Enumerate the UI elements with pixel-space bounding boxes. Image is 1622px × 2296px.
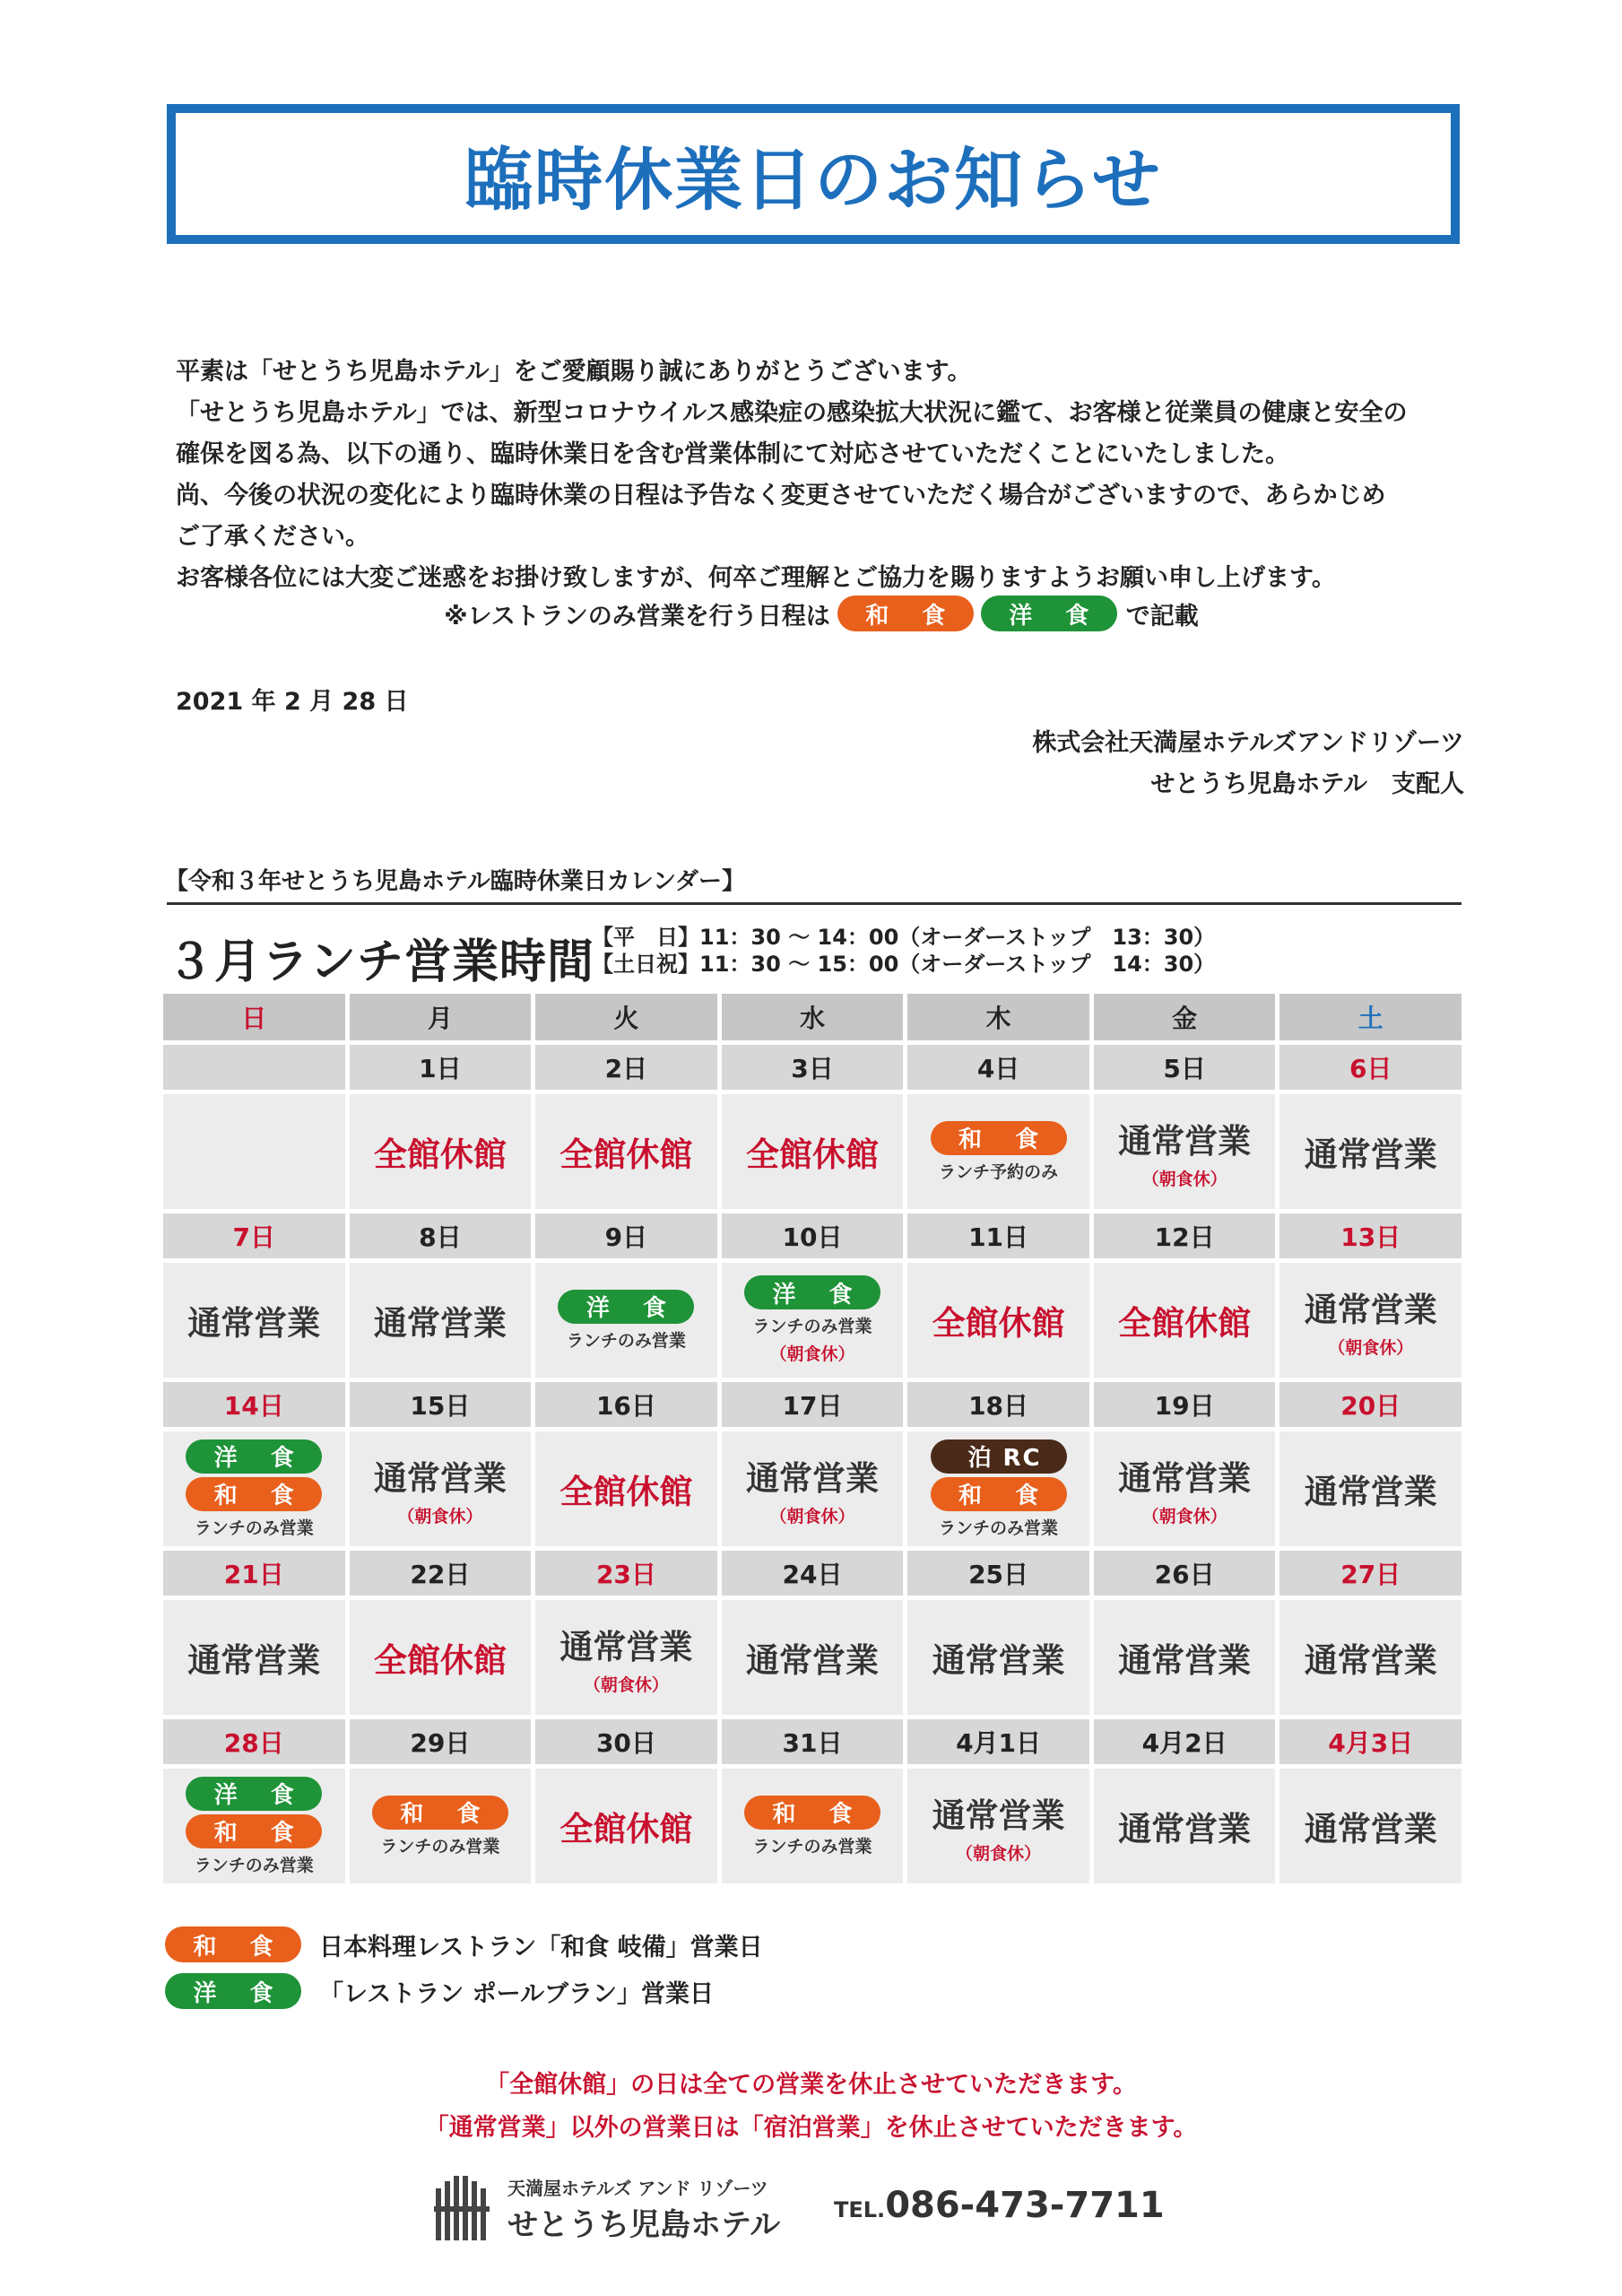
- day-cell: [350, 1431, 532, 1546]
- date-number-row: [163, 1719, 1462, 1764]
- day-cell: [1279, 1263, 1462, 1378]
- date-number: 1日: [350, 1045, 532, 1090]
- day-cell: [535, 1769, 717, 1883]
- intro-line: 「せとうち児島ホテル」では、新型コロナウイルス感染症の感染拡大状況に鑑て、お客様と従業員の健康と安全の: [176, 399, 1408, 427]
- tel-number: 086-473-7711: [885, 2185, 1165, 2226]
- date-number: 12日: [1094, 1213, 1276, 1258]
- footnote: 「通常営業」以外の営業日は「宿泊営業」を休止させていただきます。: [424, 2114, 1198, 2142]
- weekday-mon: 月: [350, 994, 532, 1040]
- tel-label: TEL.: [834, 2197, 886, 2222]
- intro-line: お客様各位には大変ご迷惑をお掛け致しますが、何卒ご理解とご協力を賜りますようお願い申し上げます。: [176, 564, 1336, 592]
- date-number: 10日: [722, 1213, 904, 1258]
- date-number: 9日: [535, 1213, 717, 1258]
- date-number-row: [163, 1213, 1462, 1258]
- date-number: 20日: [1279, 1382, 1462, 1427]
- weekday-header-row: [163, 994, 1462, 1040]
- washoku-badge: 和 食: [372, 1796, 508, 1830]
- cell-note: ランチ予約のみ: [939, 1161, 1059, 1182]
- normal-operation-label: 通常営業: [1118, 1810, 1252, 1848]
- day-cell: [722, 1769, 904, 1883]
- day-cell: [163, 1263, 345, 1378]
- day-cell: [722, 1263, 904, 1378]
- closed-label: 全館休館: [745, 1135, 879, 1174]
- washoku-badge: 和 食: [931, 1477, 1067, 1511]
- normal-operation-label: 通常営業: [1304, 1641, 1437, 1680]
- closed-label: 全館休館: [373, 1641, 507, 1680]
- date-number: 19日: [1094, 1382, 1276, 1427]
- day-cell: [535, 1094, 717, 1209]
- date-number: 25日: [907, 1551, 1089, 1596]
- date-number: 2日: [535, 1045, 717, 1090]
- schedule-row: [163, 1263, 1462, 1378]
- day-cell: [907, 1600, 1089, 1715]
- normal-operation-label: 通常営業: [1304, 1290, 1437, 1329]
- date-number: 14日: [163, 1382, 345, 1427]
- washoku-badge: 和 食: [165, 1926, 301, 1962]
- yoshoku-badge: 洋 食: [981, 596, 1117, 631]
- weekday-thu: 木: [907, 994, 1089, 1040]
- cell-note: ランチのみ営業: [752, 1836, 872, 1857]
- schedule-row: [163, 1094, 1462, 1209]
- day-cell: [350, 1769, 532, 1883]
- day-cell: [1279, 1769, 1462, 1883]
- cell-note: ランチのみ営業: [194, 1518, 314, 1538]
- date-number: 21日: [163, 1551, 345, 1596]
- schedule-row: [163, 1600, 1462, 1715]
- date-number: 23日: [535, 1551, 717, 1596]
- closed-label: 全館休館: [559, 1135, 693, 1174]
- day-cell: [1279, 1094, 1462, 1209]
- closed-label: 全館休館: [559, 1810, 693, 1848]
- normal-operation-label: 通常営業: [1118, 1121, 1252, 1161]
- day-cell: [907, 1263, 1089, 1378]
- washoku-badge: 和 食: [837, 596, 974, 631]
- date-number: 15日: [350, 1382, 532, 1427]
- intro-line: 尚、今後の状況の変化により臨時休業の日程は予告なく変更させていただく場合がございますので、あらかじめ: [176, 482, 1386, 509]
- signature-manager: せとうち児島ホテル 支配人: [1150, 770, 1464, 798]
- restaurant-note: [176, 596, 1467, 631]
- day-cell: [535, 1431, 717, 1546]
- cell-note: ランチのみ営業: [752, 1317, 872, 1336]
- breakfast-closed-note: （朝食休）: [1328, 1337, 1414, 1358]
- date-number: 29日: [350, 1719, 532, 1764]
- normal-operation-label: 通常営業: [745, 1641, 879, 1680]
- weekday-sun: 日: [163, 994, 345, 1040]
- calendar-heading: 【令和３年せとうち児島ホテル臨時休業日カレンダー】: [165, 868, 746, 895]
- day-cell: [535, 1600, 717, 1715]
- day-cell: [535, 1263, 717, 1378]
- brand-text: [507, 2174, 780, 2244]
- normal-operation-label: 通常営業: [373, 1458, 507, 1498]
- day-cell: [1094, 1600, 1276, 1715]
- normal-operation-label: 通常営業: [1304, 1810, 1437, 1848]
- normal-operation-label: 通常営業: [1118, 1458, 1252, 1498]
- day-cell: [1094, 1094, 1276, 1209]
- date-number: 27日: [1279, 1551, 1462, 1596]
- date-number: 24日: [722, 1551, 904, 1596]
- date-number: 31日: [722, 1719, 904, 1764]
- date-number-row: [163, 1045, 1462, 1090]
- yoshoku-badge: 洋 食: [744, 1275, 880, 1309]
- weekday-fri: 金: [1094, 994, 1276, 1040]
- breakfast-closed-note: （朝食休）: [1141, 1169, 1227, 1189]
- date-number: 17日: [722, 1382, 904, 1427]
- breakfast-closed-note: （朝食休）: [956, 1843, 1042, 1864]
- note-suffix: で記載: [1125, 602, 1199, 631]
- day-cell: [1094, 1431, 1276, 1546]
- day-cell: [722, 1431, 904, 1546]
- day-cell: [163, 1769, 345, 1883]
- title-box: [167, 104, 1460, 244]
- normal-operation-label: 通常営業: [1118, 1641, 1252, 1680]
- day-cell: [722, 1094, 904, 1209]
- page-title: 臨時休業日のお知らせ: [464, 139, 1162, 220]
- washoku-badge: 和 食: [186, 1814, 322, 1848]
- breakfast-closed-note: （朝食休）: [769, 1506, 855, 1526]
- breakfast-closed-note: （朝食休）: [769, 1344, 855, 1364]
- stay-rc-badge: 泊 RC: [931, 1439, 1067, 1474]
- normal-operation-label: 通常営業: [932, 1796, 1065, 1835]
- date-number: 18日: [907, 1382, 1089, 1427]
- cell-note: ランチのみ営業: [194, 1855, 314, 1875]
- date-number: 7日: [163, 1213, 345, 1258]
- washoku-badge: 和 食: [744, 1796, 880, 1830]
- hotel-logo-icon: [434, 2176, 491, 2242]
- breakfast-closed-note: （朝食休）: [397, 1506, 483, 1526]
- divider: [167, 902, 1462, 905]
- intro-text: [176, 352, 1467, 599]
- hotel-name: せとうち児島ホテル: [507, 2207, 781, 2243]
- day-cell: [907, 1431, 1089, 1546]
- day-cell: [722, 1600, 904, 1715]
- signature-company: 株式会社天満屋ホテルズアンドリゾーツ: [1032, 729, 1464, 757]
- legend-text: 「レストラン ポールブラン」営業日: [319, 1979, 715, 2008]
- date-number: 28日: [163, 1719, 345, 1764]
- company-name: 天満屋ホテルズ アンド リゾーツ: [507, 2178, 768, 2199]
- normal-operation-label: 通常営業: [373, 1304, 507, 1343]
- closed-label: 全館休館: [559, 1473, 693, 1511]
- date-number: 11日: [907, 1213, 1089, 1258]
- yoshoku-badge: 洋 食: [558, 1290, 694, 1324]
- normal-operation-label: 通常営業: [187, 1641, 321, 1680]
- day-cell: [350, 1263, 532, 1378]
- telephone: [834, 2185, 1165, 2226]
- note-prefix: ※レストランのみ営業を行う日程は: [444, 602, 830, 631]
- legend-text: 日本料理レストラン「和食 岐備」営業日: [319, 1933, 763, 1961]
- notice-date: 2021 年 2 月 28 日: [176, 688, 409, 716]
- day-cell: [1279, 1600, 1462, 1715]
- date-number: 26日: [1094, 1551, 1276, 1596]
- normal-operation-label: 通常営業: [745, 1458, 879, 1498]
- schedule-row: [163, 1431, 1462, 1546]
- date-number: 22日: [350, 1551, 532, 1596]
- closed-label: 全館休館: [932, 1304, 1065, 1343]
- normal-operation-label: 通常営業: [559, 1627, 693, 1666]
- weekday-tue: 火: [535, 994, 717, 1040]
- day-cell: [1094, 1769, 1276, 1883]
- date-number: [163, 1045, 345, 1090]
- intro-line: ご了承ください。: [176, 523, 369, 551]
- day-cell: [1094, 1263, 1276, 1378]
- day-cell: [907, 1769, 1089, 1883]
- washoku-badge: 和 食: [931, 1121, 1067, 1155]
- hours-weekday: 【平 日】11：30 〜 14：00（オーダーストップ 13：30）: [592, 925, 1216, 950]
- intro-line: 平素は「せとうち児島ホテル」をご愛顧賜り誠にありがとうございます。: [176, 358, 972, 386]
- legend-washoku: [165, 1926, 763, 1962]
- date-number: 8日: [350, 1213, 532, 1258]
- normal-operation-label: 通常営業: [932, 1641, 1065, 1680]
- cell-note: ランチのみ営業: [380, 1836, 500, 1857]
- footnote: 「全館休館」の日は全ての営業を休止させていただきます。: [485, 2071, 1137, 2099]
- normal-operation-label: 通常営業: [1304, 1473, 1437, 1511]
- normal-operation-label: 通常営業: [187, 1304, 321, 1343]
- cell-note: ランチのみ営業: [939, 1518, 1059, 1538]
- date-number-row: [163, 1551, 1462, 1596]
- breakfast-closed-note: （朝食休）: [1141, 1506, 1227, 1526]
- date-number: 16日: [535, 1382, 717, 1427]
- yoshoku-badge: 洋 食: [186, 1777, 322, 1811]
- hours-weekend: 【土日祝】11：30 〜 15：00（オーダーストップ 14：30）: [592, 952, 1216, 977]
- month-title: ３月ランチ営業時間: [167, 935, 595, 989]
- date-number: 4月3日: [1279, 1719, 1462, 1764]
- yoshoku-badge: 洋 食: [165, 1973, 301, 2009]
- closed-label: 全館休館: [373, 1135, 507, 1174]
- normal-operation-label: 通常営業: [1304, 1135, 1437, 1174]
- hotel-logo: [434, 2174, 780, 2244]
- day-cell: [1279, 1431, 1462, 1546]
- legend-yoshoku: [165, 1973, 714, 2009]
- lunch-hours: [592, 924, 1215, 978]
- cell-note: ランチのみ営業: [566, 1330, 686, 1351]
- weekday-sat: 土: [1279, 994, 1462, 1040]
- intro-line: 確保を図る為、以下の通り、臨時休業日を含む営業体制にて対応させていただくことにいたしました。: [176, 440, 1289, 468]
- date-number: 13日: [1279, 1213, 1462, 1258]
- date-number: 5日: [1094, 1045, 1276, 1090]
- closed-label: 全館休館: [1118, 1304, 1252, 1343]
- yoshoku-badge: 洋 食: [186, 1439, 322, 1474]
- breakfast-closed-note: （朝食休）: [583, 1674, 669, 1695]
- day-cell: [163, 1431, 345, 1546]
- calendar: [163, 994, 1462, 1888]
- day-cell: [163, 1094, 345, 1209]
- date-number: 30日: [535, 1719, 717, 1764]
- weekday-wed: 水: [722, 994, 904, 1040]
- date-number-row: [163, 1382, 1462, 1427]
- day-cell: [350, 1094, 532, 1209]
- date-number: 3日: [722, 1045, 904, 1090]
- date-number: 6日: [1279, 1045, 1462, 1090]
- date-number: 4月2日: [1094, 1719, 1276, 1764]
- day-cell: [163, 1600, 345, 1715]
- date-number: 4日: [907, 1045, 1089, 1090]
- date-number: 4月1日: [907, 1719, 1089, 1764]
- schedule-row: [163, 1769, 1462, 1883]
- day-cell: [907, 1094, 1089, 1209]
- washoku-badge: 和 食: [186, 1477, 322, 1511]
- day-cell: [350, 1600, 532, 1715]
